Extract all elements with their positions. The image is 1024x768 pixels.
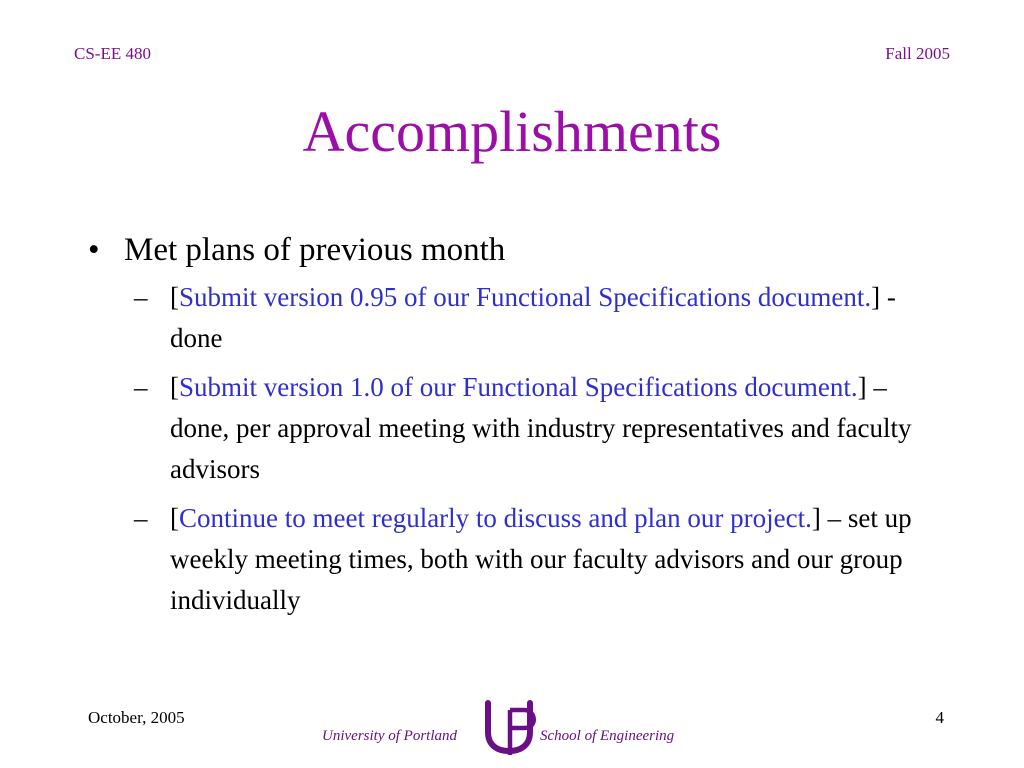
open-bracket: [ [170,372,179,403]
slide-content [88,230,948,629]
sub-bullet-item [134,498,948,621]
open-bracket: [ [170,282,179,313]
dash-icon: – [134,503,148,534]
status-text: ] – set up weekly meeting times, both with our faculty advisors and our group individually [170,503,912,616]
sub-bullet-list [134,277,948,621]
bullet-icon: • [88,232,100,268]
sub-bullet-item [134,277,948,359]
course-label: CS-EE 480 [74,44,151,63]
up-monogram-logo [480,698,542,756]
sub-bullet-item [134,367,948,490]
sub-bullet-text [170,498,948,621]
dash-icon: – [134,372,148,403]
status-text: ] - done [170,282,896,354]
open-bracket: [ [170,503,179,534]
task-text: Continue to meet regularly to discuss and plan our project. [179,503,812,534]
task-text: Submit version 0.95 of our Functional Specifications document. [179,282,872,313]
footer-school: School of Engineering [540,728,675,744]
status-text: ] – done, per approval meeting with industry representatives and faculty advisors [170,372,912,485]
term-label: Fall 2005 [885,44,950,63]
footer-university: University of Portland [322,728,457,744]
dash-icon: – [134,282,148,313]
sub-bullet-text [170,367,948,490]
footer-date: October, 2005 [88,708,185,727]
task-text: Submit version 1.0 of our Functional Specifications document. [179,372,858,403]
sub-bullet-text [170,277,948,359]
bullet-text: Met plans of previous month [124,232,506,268]
page-number: 4 [935,708,944,727]
slide-title: Accomplishments [302,99,722,164]
bullet-item [88,230,948,271]
